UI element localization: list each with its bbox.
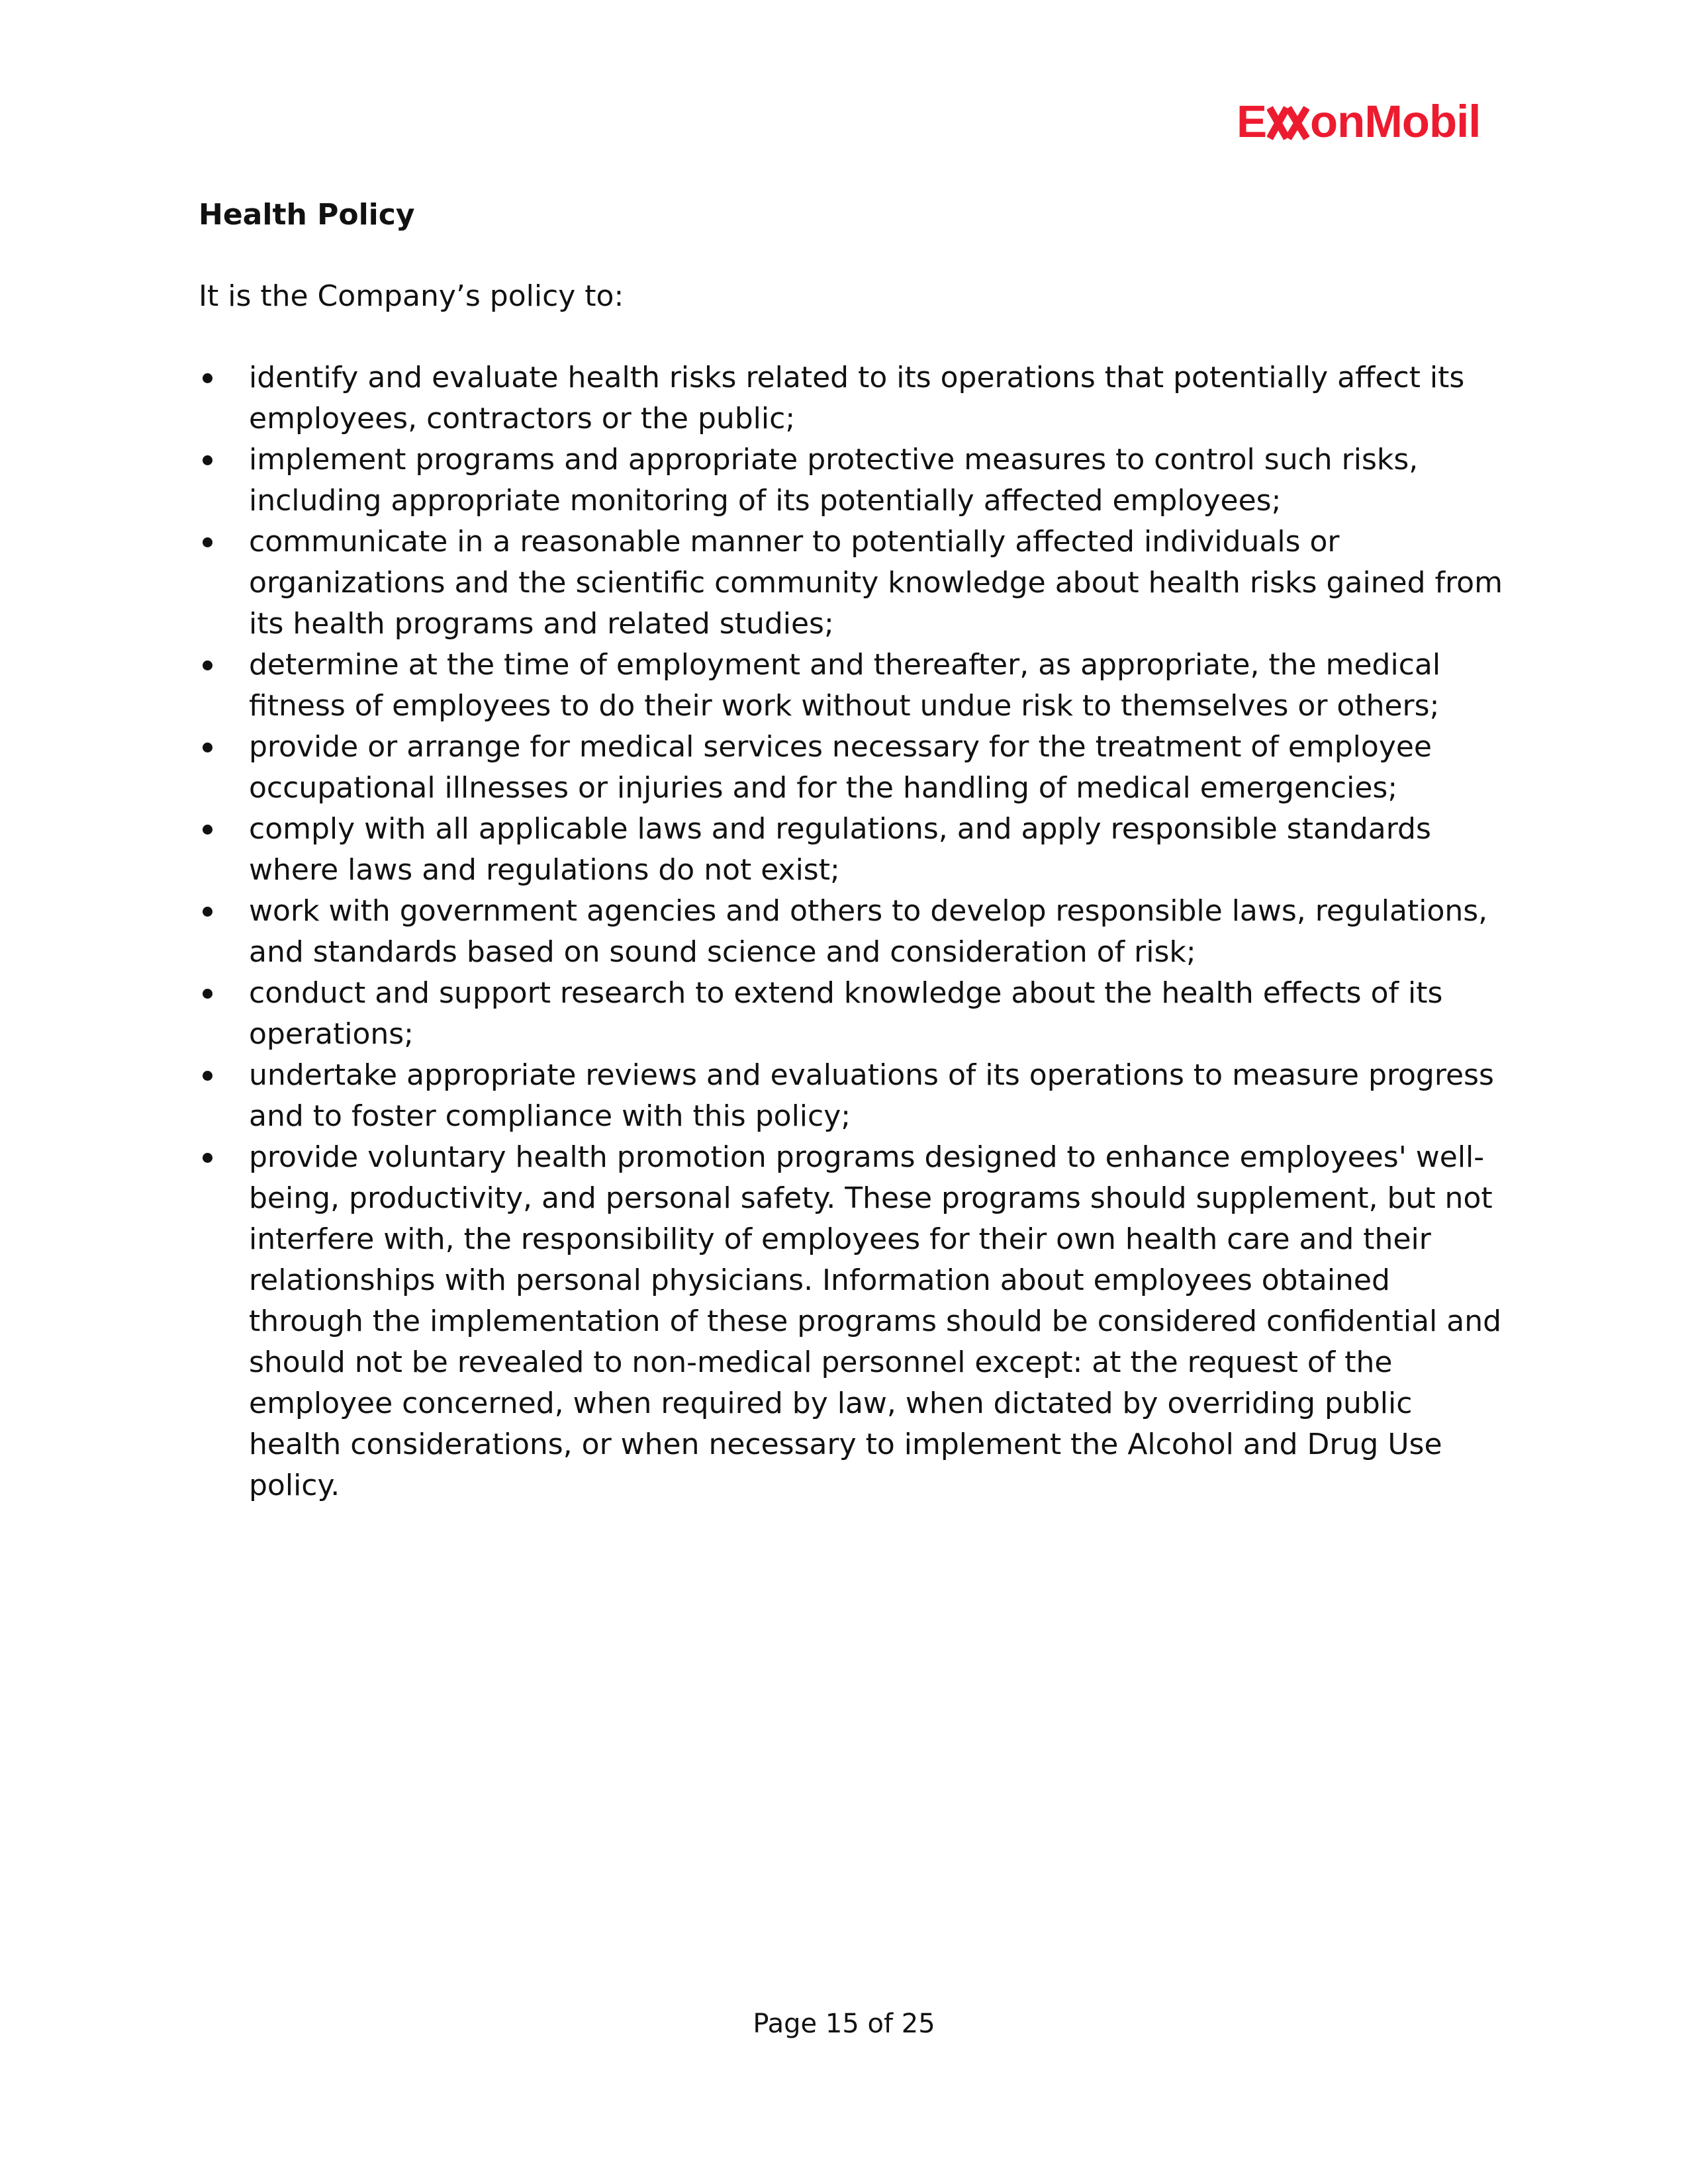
policy-list <box>199 357 1506 1506</box>
list-item-text: provide or arrange for medical services necessary for the treatment of employee occupational illnesses or injuries and for the handling of medical emergencies; <box>249 730 1432 805</box>
list-item-text: communicate in a reasonable manner to potentially affected individuals or organizations and the scientific community knowledge about health risks gained from its health programs and related studies; <box>249 525 1503 641</box>
list-item-text: determine at the time of employment and thereafter, as appropriate, the medical fitness of employees to do their work without undue risk to themselves or others; <box>249 648 1441 723</box>
bullet-icon <box>203 989 212 999</box>
list-item <box>199 357 1506 439</box>
logo-text-right: onMobil <box>1310 96 1481 147</box>
list-item <box>199 727 1506 809</box>
bullet-icon <box>203 373 212 383</box>
list-item-text: implement programs and appropriate protective measures to control such risks, including appropriate monitoring of its potentially affected employees; <box>249 443 1419 518</box>
list-item <box>199 891 1506 973</box>
list-item <box>199 1055 1506 1137</box>
document-body <box>199 195 1506 1506</box>
logo-text-left: E <box>1237 96 1267 147</box>
page-number: Page 15 of 25 <box>753 2009 935 2039</box>
list-item-text: work with government agencies and others to develop responsible laws, regulations, and standards based on sound science and consideration of risk; <box>249 894 1488 969</box>
section-heading: Health Policy <box>199 198 415 232</box>
bullet-icon <box>203 537 212 547</box>
list-item-text: undertake appropriate reviews and evaluations of its operations to measure progress and to foster compliance with this policy; <box>249 1058 1494 1133</box>
bullet-icon <box>203 743 212 752</box>
list-item-text: provide voluntary health promotion programs designed to enhance employees' well-being, productivity, and personal safety. These programs should supplement, but not interfere with, the responsibility of employees for their own health care and their relationships with personal physicians. Information about employees obtained through the implementation of these programs should be considered confidential and should not be revealed to non-medical personnel except: at the request of the employee concerned, when required by law, when dictated by overriding public health considerations, or when necessary to implement the Alcohol and Drug Use policy. <box>249 1140 1502 1502</box>
exxonmobil-logo <box>1237 94 1498 150</box>
list-item-text: comply with all applicable laws and regulations, and apply responsible standards where laws and regulations do not exist; <box>249 812 1431 887</box>
bullet-icon <box>203 660 212 670</box>
list-item <box>199 645 1506 727</box>
list-item <box>199 522 1506 645</box>
list-item <box>199 1137 1506 1506</box>
list-item <box>199 973 1506 1055</box>
intro-paragraph: It is the Company’s policy to: <box>199 279 624 313</box>
bullet-icon <box>203 907 212 917</box>
bullet-icon <box>203 1153 212 1163</box>
list-item-text: identify and evaluate health risks related to its operations that potentially affect its employees, contractors or the public; <box>249 361 1465 435</box>
list-item <box>199 809 1506 891</box>
bullet-icon <box>203 825 212 835</box>
logo-interlocked-x-icon <box>1267 95 1309 141</box>
list-item-text: conduct and support research to extend knowledge about the health effects of its operations; <box>249 976 1443 1051</box>
list-item <box>199 439 1506 522</box>
bullet-icon <box>203 1071 212 1081</box>
bullet-icon <box>203 455 212 465</box>
